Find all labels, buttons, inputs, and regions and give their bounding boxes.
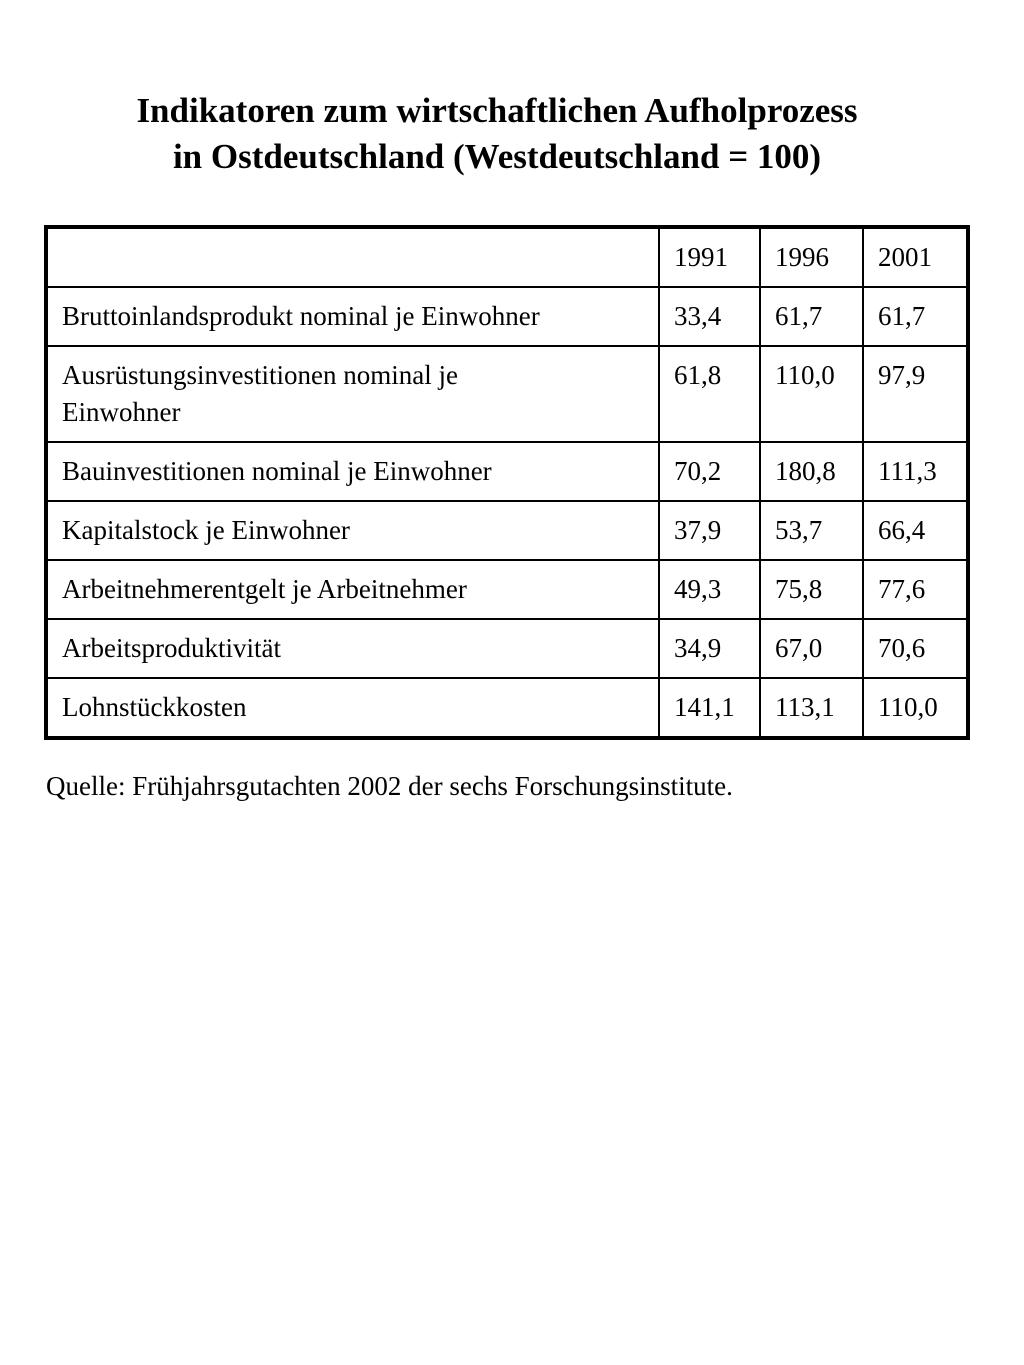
cell-value: 53,7 bbox=[760, 501, 863, 560]
cell-value: 113,1 bbox=[760, 678, 863, 738]
row-label: Bruttoinlandsprodukt nominal je Einwohner bbox=[46, 287, 659, 346]
table-row bbox=[46, 287, 968, 346]
row-label: Ausrüstungsinvestitionen nominal je Einwohner bbox=[46, 346, 659, 442]
page-title bbox=[0, 88, 994, 180]
cell-value: 180,8 bbox=[760, 442, 863, 501]
source-note: Quelle: Frühjahrsgutachten 2002 der sechs Forschungsinstitute. bbox=[46, 771, 733, 801]
cell-value: 49,3 bbox=[659, 560, 760, 619]
title-line-2: in Ostdeutschland (Westdeutschland = 100) bbox=[172, 137, 822, 176]
cell-value: 110,0 bbox=[863, 678, 968, 738]
table-header-row bbox=[46, 227, 968, 287]
cell-value: 141,1 bbox=[659, 678, 760, 738]
header-cell-2001: 2001 bbox=[863, 227, 968, 287]
cell-value: 67,0 bbox=[760, 619, 863, 678]
table-row bbox=[46, 619, 968, 678]
row-label: Bauinvestitionen nominal je Einwohner bbox=[46, 442, 659, 501]
cell-value: 70,6 bbox=[863, 619, 968, 678]
row-label: Arbeitnehmerentgelt je Arbeitnehmer bbox=[46, 560, 659, 619]
header-cell-label bbox=[46, 227, 659, 287]
cell-value: 97,9 bbox=[863, 346, 968, 442]
title-line-1: Indikatoren zum wirtschaftlichen Aufholprozess bbox=[136, 91, 858, 130]
table-row bbox=[46, 678, 968, 738]
cell-value: 75,8 bbox=[760, 560, 863, 619]
table-row bbox=[46, 442, 968, 501]
row-label: Kapitalstock je Einwohner bbox=[46, 501, 659, 560]
cell-value: 61,8 bbox=[659, 346, 760, 442]
header-cell-1991: 1991 bbox=[659, 227, 760, 287]
cell-value: 70,2 bbox=[659, 442, 760, 501]
row-label: Lohnstückkosten bbox=[46, 678, 659, 738]
cell-value: 34,9 bbox=[659, 619, 760, 678]
cell-value: 37,9 bbox=[659, 501, 760, 560]
cell-value: 33,4 bbox=[659, 287, 760, 346]
cell-value: 77,6 bbox=[863, 560, 968, 619]
cell-value: 110,0 bbox=[760, 346, 863, 442]
indicator-table bbox=[44, 225, 970, 740]
table-row bbox=[46, 501, 968, 560]
table-row bbox=[46, 346, 968, 442]
cell-value: 111,3 bbox=[863, 442, 968, 501]
cell-value: 61,7 bbox=[760, 287, 863, 346]
cell-value: 66,4 bbox=[863, 501, 968, 560]
cell-value: 61,7 bbox=[863, 287, 968, 346]
header-cell-1996: 1996 bbox=[760, 227, 863, 287]
row-label: Arbeitsproduktivität bbox=[46, 619, 659, 678]
table-row bbox=[46, 560, 968, 619]
